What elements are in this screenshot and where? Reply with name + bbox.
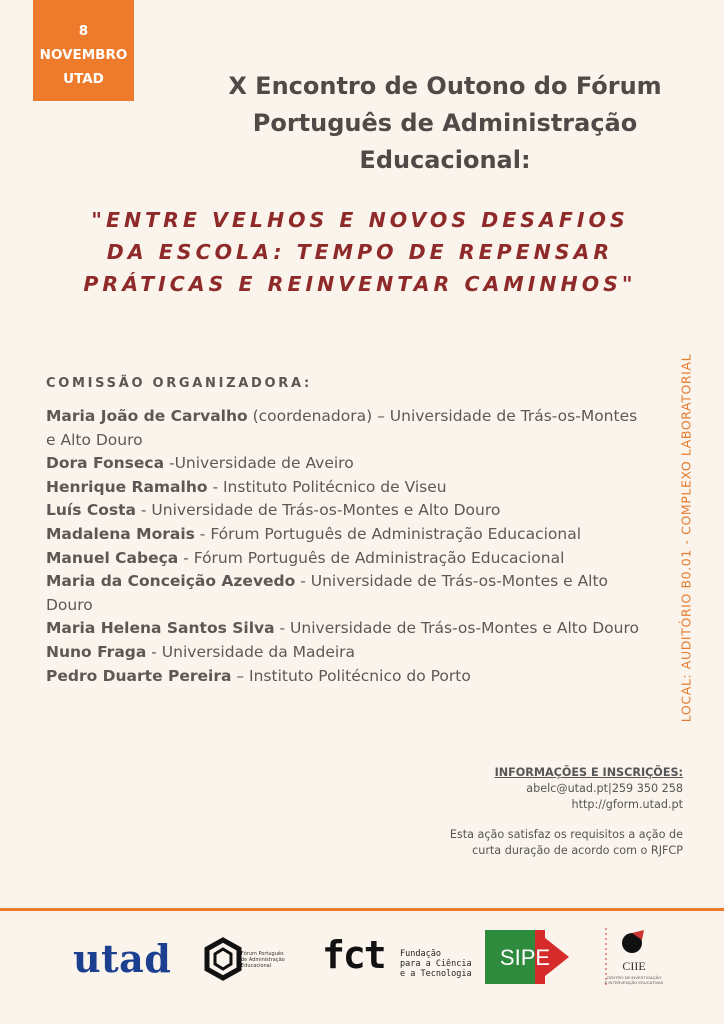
svg-text:SIPE: SIPE xyxy=(499,945,551,970)
svg-text:E INTERVENÇÃO EDUCATIVAS: E INTERVENÇÃO EDUCATIVAS xyxy=(604,980,664,985)
fct-caption-2: para a Ciência xyxy=(400,959,472,969)
member-detail: - Instituto Politécnico de Viseu xyxy=(207,477,447,496)
member-name: Nuno Fraga xyxy=(46,642,147,661)
committee-member xyxy=(46,641,646,665)
committee-member xyxy=(46,617,646,641)
spacer xyxy=(450,813,683,827)
committee-heading: COMISSÃO ORGANIZADORA: xyxy=(46,376,312,391)
fct-logo-caption xyxy=(400,949,472,979)
committee-member xyxy=(46,570,646,617)
committee-member xyxy=(46,665,646,689)
svg-text:CENTRO DE INVESTIGAÇÃO: CENTRO DE INVESTIGAÇÃO xyxy=(606,975,662,980)
date-day: 8 xyxy=(78,23,89,39)
fct-caption-1: Fundação xyxy=(400,949,441,959)
member-name: Luís Costa xyxy=(46,501,136,520)
event-title xyxy=(180,68,710,179)
fpae-logo-text: Fórum Português de Administração Educacional xyxy=(241,951,285,969)
ciie-logo xyxy=(600,926,664,988)
info-heading: INFORMAÇÕES E INSCRIÇÕES: xyxy=(494,766,683,779)
fpae-hexagon-icon xyxy=(203,937,243,981)
member-name: Maria Helena Santos Silva xyxy=(46,619,275,638)
member-detail: - Fórum Português de Administração Educacional xyxy=(178,548,565,567)
committee-member xyxy=(46,523,646,547)
accreditation-note-1: Esta ação satisfaz os requisitos a ação de xyxy=(449,828,683,841)
ciie-logo-graphic xyxy=(600,926,664,988)
title-line-1: X Encontro de Outono do Fórum xyxy=(228,72,662,100)
committee-member xyxy=(46,499,646,523)
theme-line-3: PRÁTICAS E REINVENTAR CAMINHOS" xyxy=(83,272,637,296)
venue-label: LOCAL: AUDITÓRIO B0.01 - COMPLEXO LABORATORIAL xyxy=(678,353,694,723)
utad-logo: utad xyxy=(73,936,172,981)
info-block xyxy=(450,765,683,859)
member-detail: – Instituto Politécnico do Porto xyxy=(231,666,471,685)
event-theme xyxy=(60,204,660,300)
member-name: Maria da Conceição Azevedo xyxy=(46,572,296,591)
committee-member xyxy=(46,476,646,500)
fpae-logo xyxy=(203,937,293,981)
accreditation-note-2: curta duração de acordo com o RJFCP xyxy=(472,844,683,857)
title-line-2: Português de Administração xyxy=(252,109,638,137)
member-name: Manuel Cabeça xyxy=(46,548,179,567)
member-detail: - Universidade da Madeira xyxy=(146,642,356,661)
footer-divider xyxy=(0,908,724,911)
member-detail: -Universidade de Aveiro xyxy=(164,454,354,473)
member-detail: - Fórum Português de Administração Educacional xyxy=(194,524,582,543)
fct-logo: fct xyxy=(322,933,385,977)
member-name: Pedro Duarte Pereira xyxy=(46,666,232,685)
member-name: Henrique Ramalho xyxy=(46,477,208,496)
committee-member xyxy=(46,405,646,452)
member-detail: - Universidade de Trás-os-Montes e Alto Douro xyxy=(274,619,640,638)
theme-line-1: "ENTRE VELHOS E NOVOS DESAFIOS xyxy=(91,208,629,232)
member-name: Maria João de Carvalho xyxy=(46,407,248,425)
sipe-logo xyxy=(485,930,569,984)
contact-email-phone[interactable]: abelc@utad.pt|259 350 258 xyxy=(526,782,683,795)
title-line-3: Educacional: xyxy=(359,146,531,174)
sipe-logo-graphic xyxy=(485,930,569,984)
theme-line-2: DA ESCOLA: TEMPO DE REPENSAR xyxy=(106,240,614,264)
committee-member xyxy=(46,452,646,476)
committee-list xyxy=(46,405,646,688)
date-month: NOVEMBRO xyxy=(39,47,128,63)
member-detail: - Universidade de Trás-os-Montes e Alto Douro xyxy=(46,572,609,614)
registration-link[interactable]: http://gform.utad.pt xyxy=(571,798,683,811)
member-name: Dora Fonseca xyxy=(46,454,165,473)
committee-member xyxy=(46,547,646,571)
member-name: Madalena Morais xyxy=(46,524,195,543)
fct-caption-3: e a Tecnologia xyxy=(400,969,472,979)
member-detail: (coordenadora) – Universidade de Trás-os-Montes e Alto Douro xyxy=(46,407,638,449)
date-place: UTAD xyxy=(63,71,104,87)
svg-text:CIIE: CIIE xyxy=(622,959,646,973)
date-badge xyxy=(33,0,134,101)
member-detail: - Universidade de Trás-os-Montes e Alto Douro xyxy=(135,501,501,520)
